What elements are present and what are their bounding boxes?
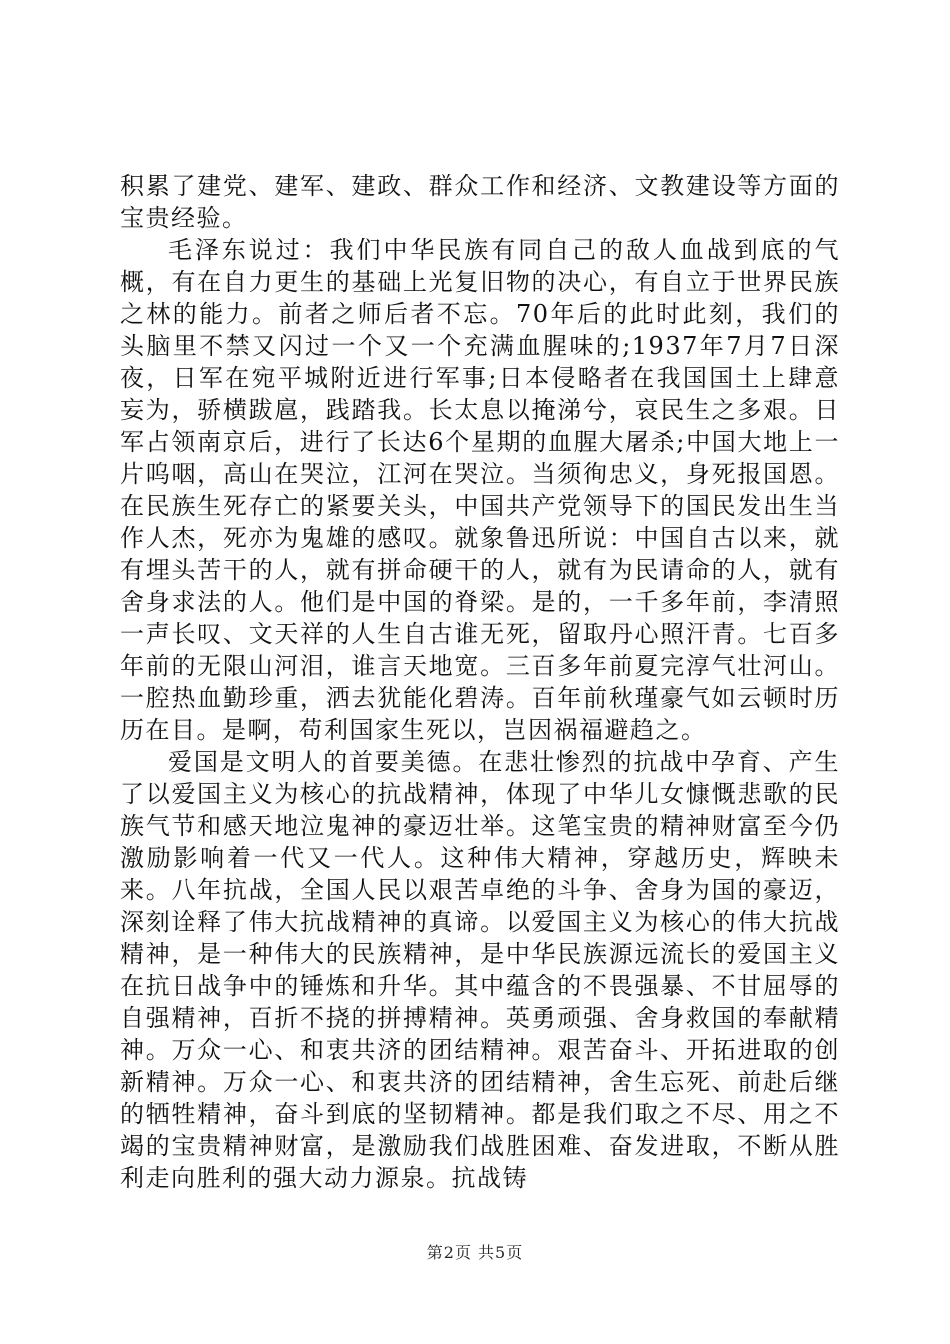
paragraph-3: 爱国是文明人的首要美德。在悲壮惨烈的抗战中孕育、产生了以爱国主义为核心的抗战精神，体现了中华儿女慷慨悲歌的民族气节和感天地泣鬼神的豪迈壮举。这笔宝贵的精神财富至今仍激励影响着一代又一代人。这种伟大精神，穿越历史，辉映未来。八年抗战，全国人民以艰苦卓绝的斗争、舍身为国的豪迈，深刻诠释了伟大抗战精神的真谛。以爱国主义为核心的伟大抗战精神，是一种伟大的民族精神，是中华民族源远流长的爱国主义在抗日战争中的锤炼和升华。其中蕴含的不畏强暴、不甘屈辱的自强精神，百折不挠的拼搏精神。英勇顽强、舍身救国的奉献精神。万众一心、和衷共济的团结精神。艰苦奋斗、开拓进取的创新精神。万众一心、和衷共济的团结精神，舍生忘死、前赴后继的牺牲精神，奋斗到底的坚韧精神。都是我们取之不尽、用之不竭的宝贵精神财富，是激励我们战胜困难、奋发进取，不断从胜利走向胜利的强大动力源泉。抗战铸	[120, 748, 840, 1192]
paragraph-1: 积累了建党、建军、建政、群众工作和经济、文教建设等方面的宝贵经验。	[120, 172, 840, 232]
paragraph-2: 毛泽东说过：我们中华民族有同自己的敌人血战到底的气概，有在自力更生的基础上光复旧物的决心，有自立于世界民族之林的能力。前者之师后者不忘。70年后的此时此刻，我们的头脑里不禁又闪过一个又一个充满血腥味的;1937年7月7日深夜，日军在宛平城附近进行军事;日本侵略者在我国国土上肆意妄为，骄横跋扈，践踏我。长太息以掩涕兮，哀民生之多艰。日军占领南京后，进行了长达6个星期的血腥大屠杀;中国大地上一片呜咽，高山在哭泣，江河在哭泣。当须徇忠义，身死报国恩。在民族生死存亡的紧要关头，中国共产党领导下的国民发出生当作人杰，死亦为鬼雄的感叹。就象鲁迅所说：中国自古以来，就有埋头苦干的人，就有拼命硬干的人，就有为民请命的人，就有舍身求法的人。他们是中国的脊梁。是的，一千多年前，李清照一声长叹、文天祥的人生自古谁无死，留取丹心照汗青。七百多年前的无限山河泪，谁言天地宽。三百多年前夏完淳气壮河山。一腔热血勤珍重，洒去犹能化碧涛。百年前秋瑾豪气如云顿时历历在目。是啊，苟利国家生死以，岂因祸福避趋之。	[120, 236, 840, 744]
page-footer: 第2页 共5页	[426, 1243, 524, 1262]
document-body	[120, 170, 840, 1194]
